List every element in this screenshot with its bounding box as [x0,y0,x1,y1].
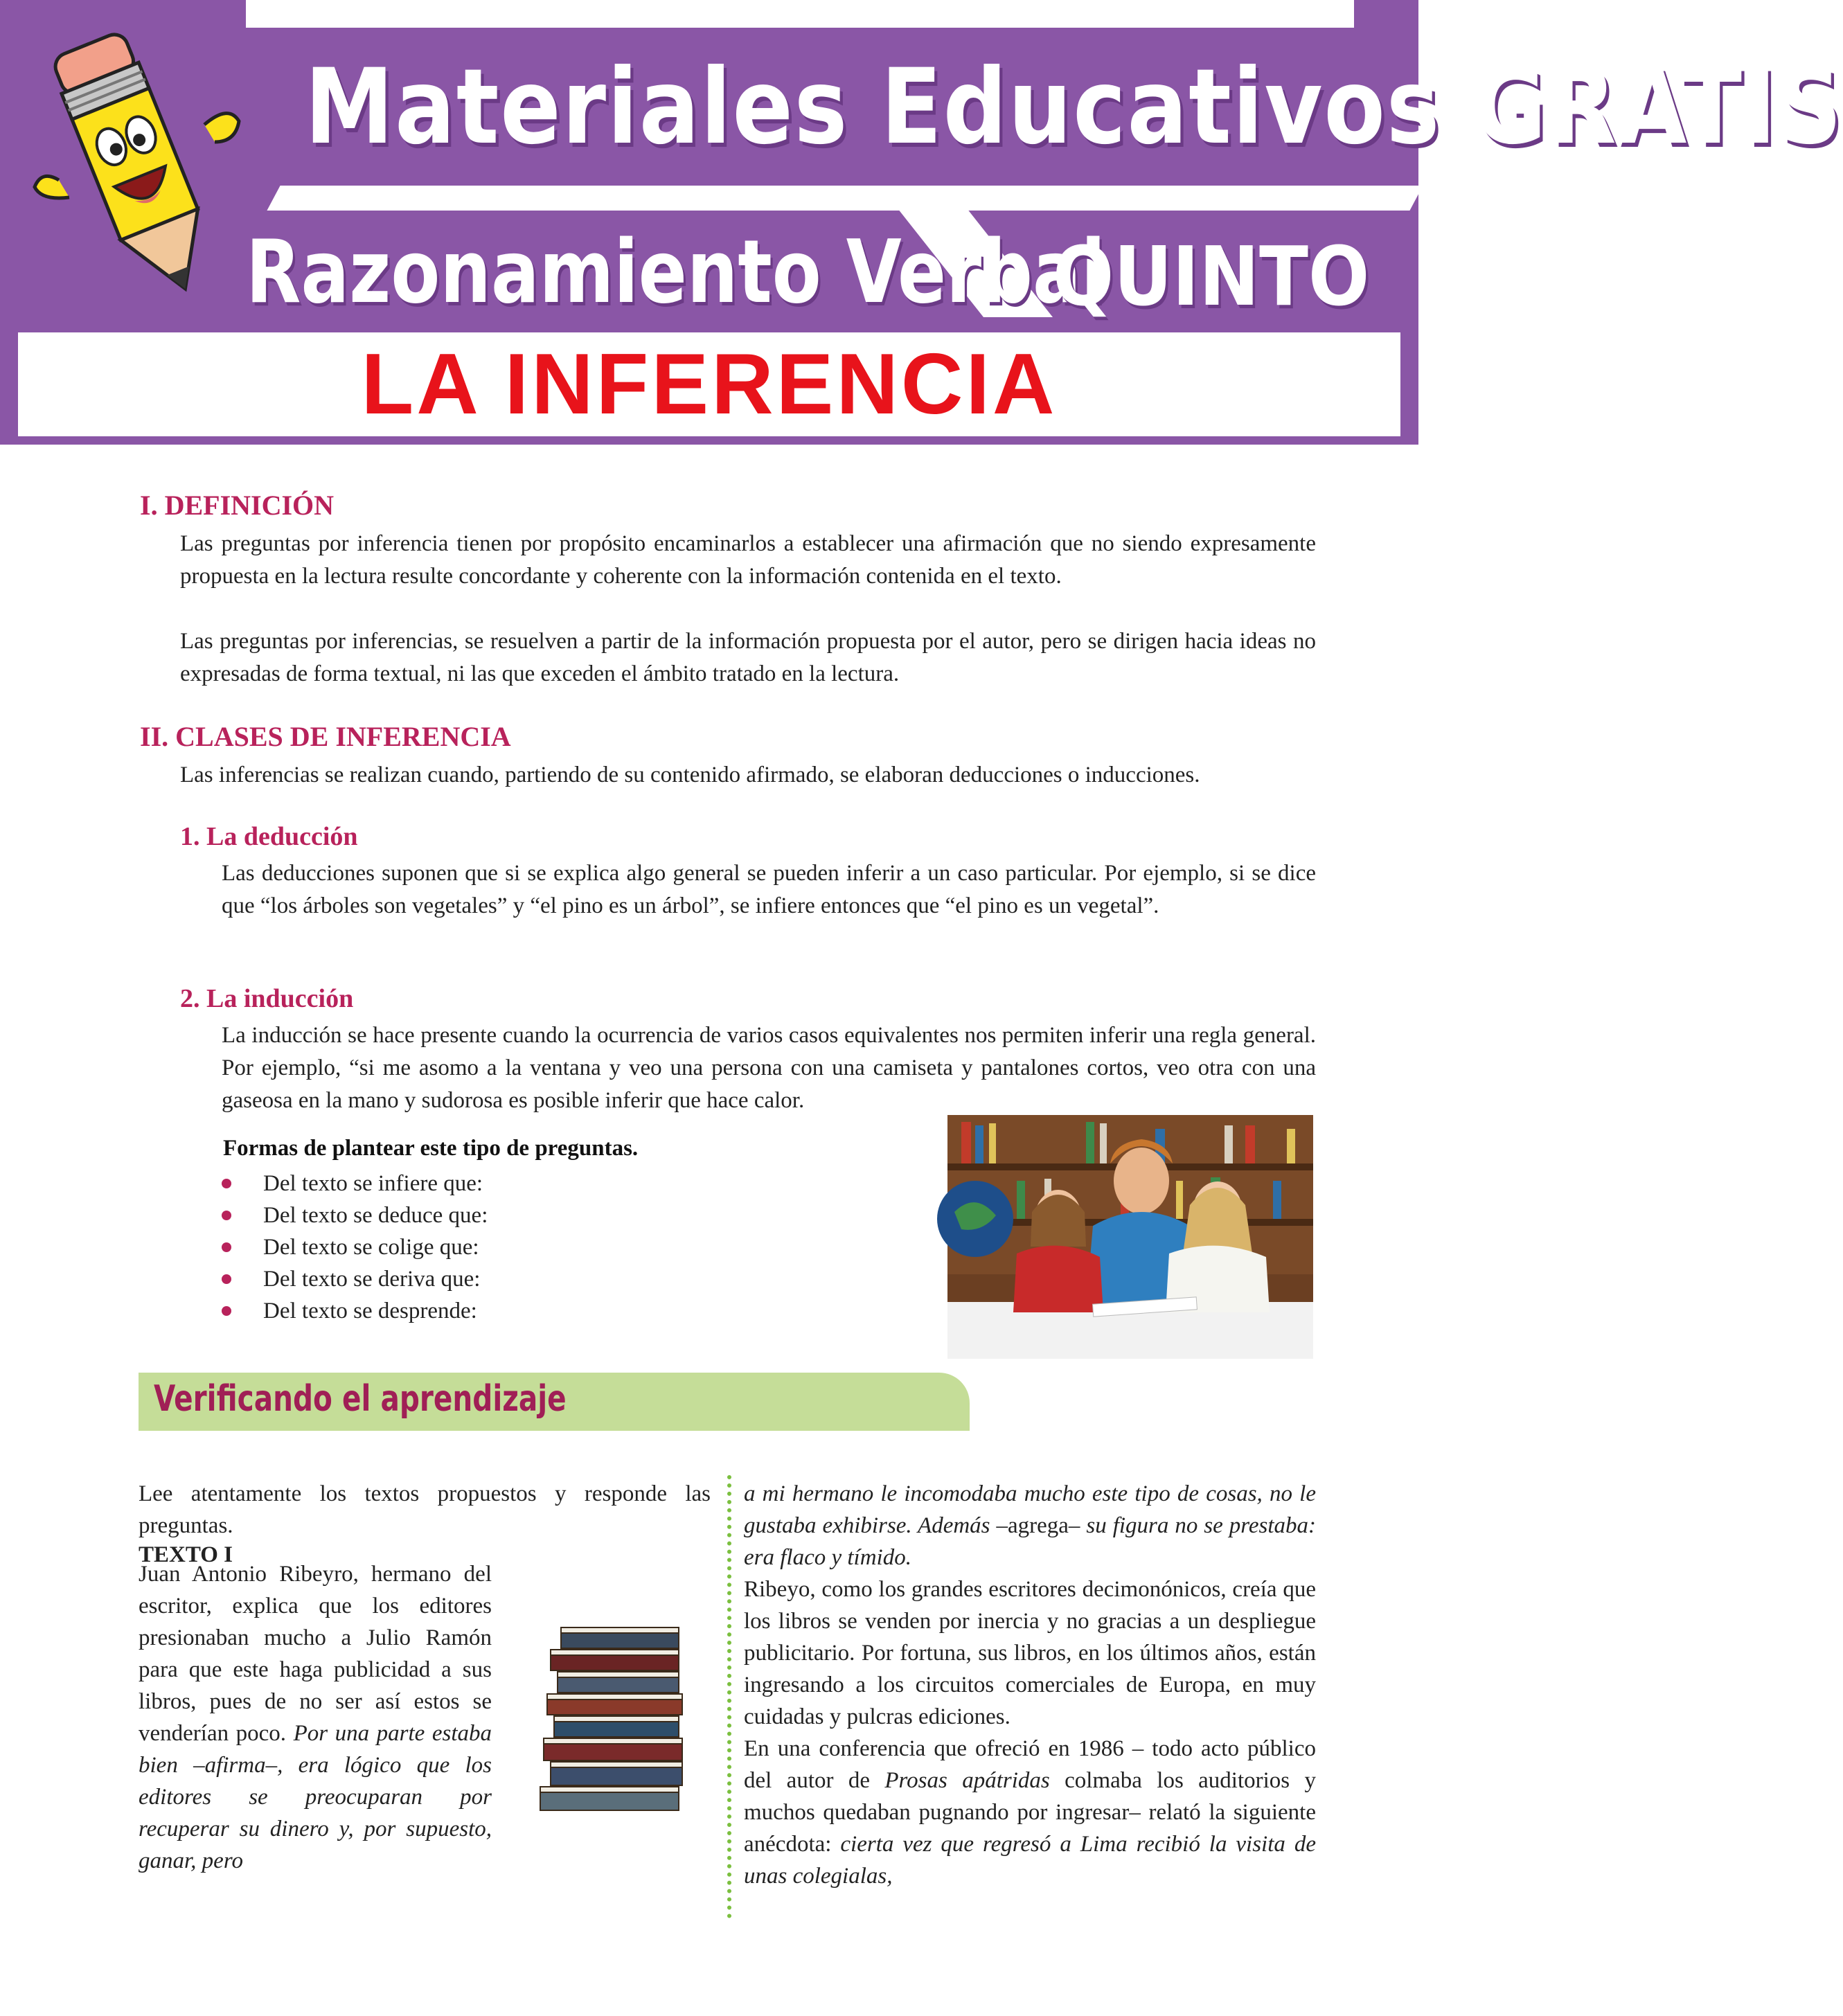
right-paragraph-2: Ribeyo, como los grandes escritores decimonónicos, creía que los libros se venden por inercia y no gracias a un despliegue publicitario. Por fortuna, sus libros, en los últimos años, están ingresando a los circuitos comerciales de Europa, en muy cuidadas y pulcras ediciones. [744,1577,1316,1729]
list-item: Del texto se desprende: [222,1295,488,1327]
students-library-photo [947,1115,1313,1359]
definicion-paragraph-2: Las preguntas por inferencias, se resuelven a partir de la información propuesta por el autor, pero se dirigen hacia ideas no expresadas de forma textual, ni las que exceden el ámbito tratado en la lectura. [180,629,1316,686]
header-banner [0,0,1843,325]
column-divider [727,1475,731,1918]
bullet-icon [222,1274,231,1284]
page-title: LA INFERENCIA [361,337,1058,432]
section-clases-heading: II. CLASES DE INFERENCIA [140,721,511,752]
reading-left-column [139,1558,492,1877]
brand-title: Materiales Educativos GRATIS [305,47,1843,168]
book-stack-image [513,1614,720,1821]
deduccion-paragraph: Las deducciones suponen que si se explica algo general se pueden inferir a un caso particular. Por ejemplo, si se dice que “los árboles son vegetales” y “el pino es un árbol”, se infiere entonces que “el pino es un vegetal”. [222,861,1316,918]
reading-instruction: Lee atentamente los textos propuestos y responde las preguntas. [139,1481,711,1538]
induccion-paragraph: La inducción se hace presente cuando la ocurrencia de varios casos equivalentes nos permiten inferir una regla general. Por ejemplo, “si me asomo a la ventana y veo una persona con una camiseta y pantalones cortos, veo otra con una gaseosa en la mano y sudorosa es posible inferir que hace calor. [222,1023,1316,1113]
banner-divider [267,186,1423,211]
bullet-icon [222,1211,231,1220]
list-item: Del texto se infiere que: [222,1168,488,1199]
grade-label: QUINTO [1053,229,1370,324]
left-italic-text: Por una parte estaba bien –afirma–, era lógico que los editores se preocuparan por recuperar su dinero y, por supuesto, ganar, pero [139,1721,492,1873]
section-definicion-heading: I. DEFINICIÓN [140,490,335,521]
reading-right-column [744,1478,1316,1892]
right-paragraph-3: En una conferencia que ofreció en 1986 – todo acto público del autor de Prosas apátridas colmaba los auditorios y muchos quedaban pugnando por ingresar– relató la siguiente anécdota: cierta vez que regresó a Lima recibió la visita de unas colegialas, [744,1736,1317,1889]
deduccion-heading: 1. La deducción [180,822,358,851]
list-item: Del texto se deduce que: [222,1199,488,1231]
left-plain-text: Juan Antonio Ribeyro, hermano del escritor, explica que los editores presionaban mucho a Julio Ramón para que este haga publicidad a sus libros, pues de no ser así estos se venderían poco. [139,1562,492,1746]
question-forms-list [222,1168,488,1327]
verify-section-label: Verificando el aprendizaje [154,1378,567,1420]
subject-label: Razonamiento Verbal [246,221,1106,323]
question-forms-title: Formas de plantear este tipo de preguntas. [223,1136,639,1161]
bullet-icon [222,1242,231,1252]
definicion-paragraph-1: Las preguntas por inferencia tienen por propósito encaminarlos a establecer una afirmación que no siendo expresamente propuesta en la lectura resulte concordante y coherente con la información contenida en el texto. [180,531,1316,589]
banner-notch [246,0,1354,28]
text-label: TEXTO I [139,1542,233,1567]
pencil-mascot-icon [28,21,249,325]
right-paragraph-1: a mi hermano le incomodaba mucho este tipo de cosas, no le gustaba exhibirse. Además –agrega– su figura no se prestaba: era flaco y tímido. [744,1481,1317,1570]
list-item: Del texto se colige que: [222,1231,488,1263]
title-box [18,332,1400,436]
bullet-icon [222,1179,231,1188]
clases-intro-paragraph: Las inferencias se realizan cuando, partiendo de su contenido afirmado, se elaboran deducciones o inducciones. [180,762,1200,787]
list-item: Del texto se deriva que: [222,1263,488,1295]
bullet-icon [222,1306,231,1316]
induccion-heading: 2. La inducción [180,984,354,1013]
